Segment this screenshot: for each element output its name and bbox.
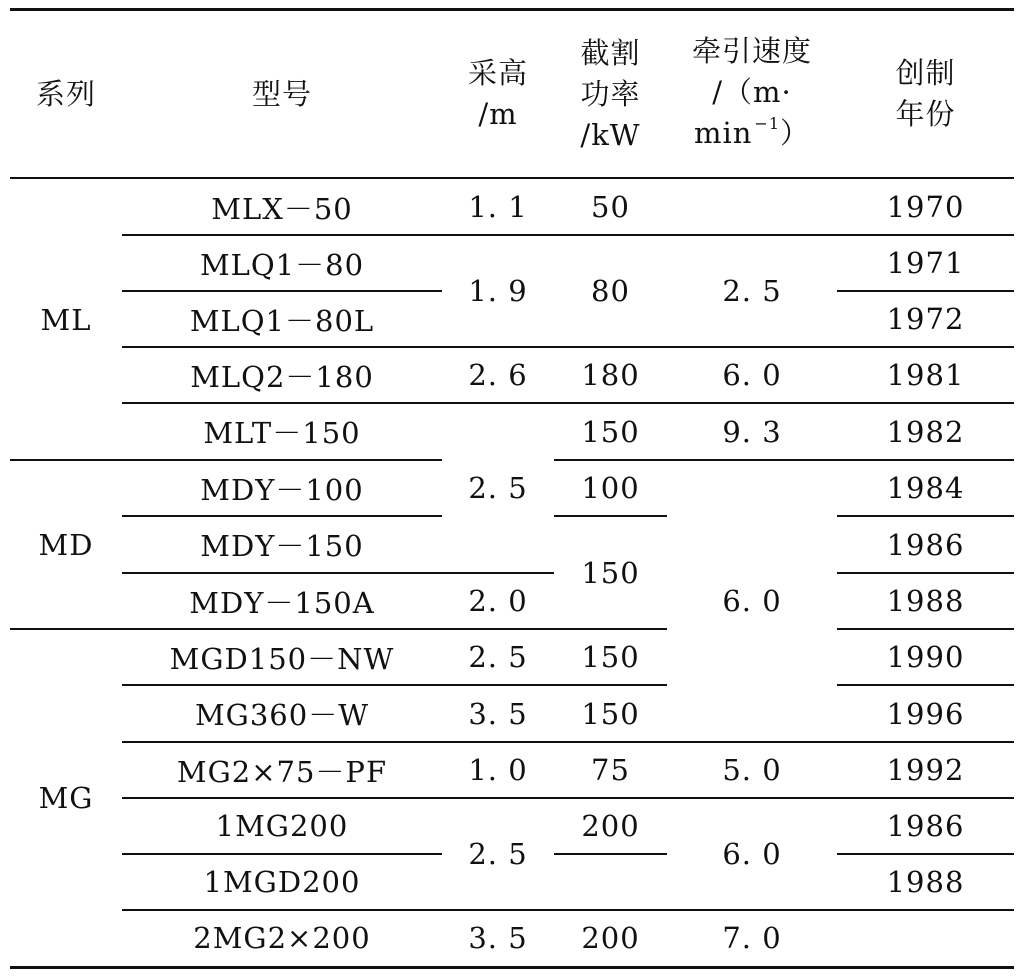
year-cell: 1972: [886, 302, 965, 336]
power-cell: 100: [581, 471, 640, 505]
row-divider: [554, 459, 1014, 461]
header-speed-line3: [694, 113, 810, 158]
power-cell: 150: [581, 555, 640, 590]
row-divider: [122, 853, 442, 855]
power-cell: 50: [591, 190, 630, 224]
series-ml: ML: [40, 302, 92, 337]
header-speed: [667, 11, 837, 177]
header-speed-paren: ）: [780, 115, 811, 150]
model-cell: MG360－W: [194, 698, 370, 732]
speed-cell: 7. 0: [722, 921, 782, 955]
row-divider: [122, 572, 554, 574]
year-cell: 1986: [886, 809, 965, 843]
row-divider: [122, 741, 1014, 743]
height-cell: 1. 9: [468, 274, 528, 308]
header-speed-unit: min: [693, 115, 753, 150]
bottom-rule: [10, 966, 1014, 969]
row-divider: [122, 909, 1014, 911]
year-cell: 1986: [886, 527, 965, 562]
header-speed-line1: 牵引速度: [691, 33, 812, 68]
height-cell: 3. 5: [468, 696, 528, 731]
row-divider: [837, 853, 1014, 855]
year-cell: 1981: [886, 358, 965, 392]
height-cell: 3. 5: [468, 921, 528, 955]
row-divider: [122, 402, 1014, 404]
header-power: 截割 功率 /kW: [580, 35, 641, 152]
header-height: 采高 /m: [467, 56, 528, 131]
row-divider: [554, 515, 667, 517]
year-cell: 1970: [886, 190, 965, 224]
row-divider: [122, 515, 442, 517]
series-mg: MG: [38, 780, 94, 815]
power-cell: 80: [591, 274, 630, 308]
year-cell: 1982: [886, 414, 965, 449]
row-divider: [122, 797, 1014, 799]
model-cell: MDY－150A: [189, 585, 375, 620]
speed-cell: 6. 0: [722, 584, 782, 618]
height-cell: 1. 1: [468, 190, 528, 224]
row-divider: [122, 346, 1014, 348]
header-speed-exponent: −1: [754, 113, 781, 133]
header-year: 创制 年份: [895, 56, 956, 131]
model-cell: MG2×75－PF: [176, 754, 388, 789]
row-divider: [122, 290, 442, 292]
speed-cell: 2. 5: [722, 274, 782, 308]
row-divider: [10, 628, 667, 630]
row-divider: [554, 853, 667, 855]
power-cell: 200: [581, 809, 640, 843]
model-cell: MGD150－NW: [169, 641, 395, 676]
power-cell: 200: [581, 921, 640, 955]
height-cell: 2. 6: [468, 358, 528, 392]
row-divider: [837, 515, 1014, 517]
power-cell: 150: [581, 414, 640, 449]
model-cell: MLQ2－180: [190, 359, 374, 394]
year-cell: 1971: [886, 246, 965, 280]
year-cell: 1984: [886, 471, 965, 505]
year-cell: 1988: [886, 584, 965, 618]
year-cell: 1996: [886, 696, 965, 731]
year-cell: 1990: [886, 640, 965, 674]
model-cell: MDY－150: [200, 529, 364, 563]
row-divider: [837, 572, 1014, 574]
row-divider: [837, 290, 1014, 292]
year-cell: 1992: [886, 753, 965, 787]
power-cell: 150: [581, 640, 640, 674]
model-cell: 1MG200: [215, 809, 349, 843]
header-speed-line2: /（m·: [712, 74, 792, 109]
model-cell: MLX－50: [211, 191, 353, 226]
model-cell: MLQ1－80L: [189, 303, 375, 338]
model-cell: 2MG2×200: [193, 921, 371, 955]
header-series: 系列: [35, 76, 96, 111]
row-divider: [837, 628, 1014, 630]
speed-cell: 6. 0: [722, 837, 782, 871]
height-cell: 1. 0: [468, 753, 528, 787]
power-cell: 150: [581, 696, 640, 731]
row-divider: [122, 234, 1014, 236]
header-model: 型号: [251, 76, 312, 111]
speed-cell: 5. 0: [722, 753, 782, 787]
model-cell: 1MGD200: [203, 865, 361, 899]
height-cell: 2. 5: [468, 837, 528, 871]
height-cell: 2. 0: [468, 584, 528, 618]
row-divider: [837, 684, 1014, 686]
year-cell: 1988: [886, 865, 965, 899]
model-cell: MDY－100: [200, 472, 364, 507]
speed-cell: 6. 0: [722, 358, 782, 392]
model-cell: MLT－150: [203, 416, 361, 450]
speed-cell: 9. 3: [722, 414, 782, 449]
series-md: MD: [38, 527, 94, 562]
height-cell: 2. 5: [468, 640, 528, 674]
model-cell: MLQ1－80: [199, 247, 365, 282]
row-divider: [122, 684, 667, 686]
row-divider: [10, 459, 442, 461]
power-cell: 180: [581, 358, 640, 392]
height-cell: 2. 5: [468, 471, 528, 505]
power-cell: 75: [591, 753, 630, 787]
